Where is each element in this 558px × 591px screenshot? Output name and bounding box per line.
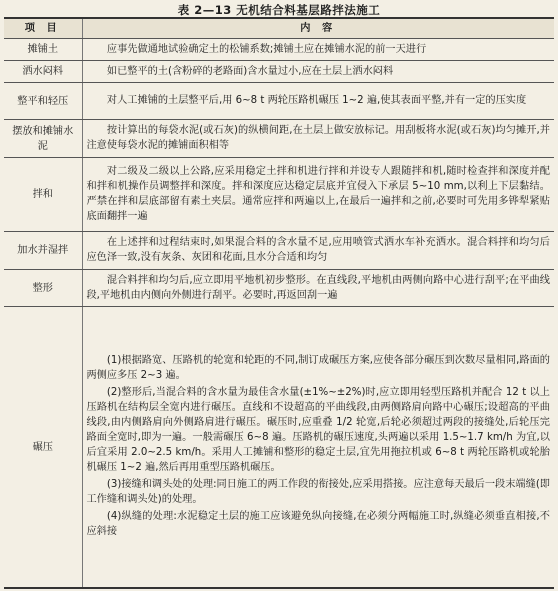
content-paragraph: 应事先做通地试验确定土的松铺系数;摊铺土应在摊铺水泥的前一天进行: [106, 43, 427, 55]
content-paragraph: (1)根据路宽、压路机的轮宽和轮距的不同,制订成碾压方案,应使各部分碾压到次数尽量相同,路面的两侧应多压 2~3 遍。: [86, 355, 550, 381]
row-content: [82, 158, 554, 232]
content-paragraph: (4)纵缝的处理:水泥稳定土层的施工应该避免纵向接缝,在必须分两幅施工时,纵缝必须垂直相接,不应斜接: [86, 511, 550, 537]
content-paragraph: 对二级及二级以上公路,应采用稳定土拌和机进行拌和并设专人跟随拌和机,随时检查拌和深度并配和拌和机操作员调整拌和深度。拌和深度应达稳定层底并宜侵入下承层 5~10 mm,以利上下层黏结。严禁在拌和层底部留有素土夹层。通常应拌和两遍以上,在最后一遍拌和之前,必要时可先用多铧犁紧贴底面翻拌一遍: [86, 166, 550, 222]
row-content: [82, 120, 554, 158]
content-paragraph: (2)整形后,当混合料的含水量为最佳含水量(±1%~±2%)时,应立即用轻型压路机并配合 12 t 以上压路机在结构层全宽内进行碾压。直线和不设超高的平曲线段,由两侧路肩向路中心碾压;设超高的平曲线段,由内侧路肩向外侧路肩进行碾压。碾压时,应重叠 1/2 轮宽,后轮必须超过两段的接缝处,后轮压完路面全宽时,即为一遍。一般需碾压 6~8 遍。压路机的碾压速度,头两遍以采用 1.5~1.7 km/h 为宜,以后宜采用 2.0~2.5 km/h。采用人工摊铺和整形的稳定土层,宜先用拖拉机或 6~8 t 两轮压路机或轮胎机碾压 1~2 遍,然后再用重型压路机碾压。: [86, 387, 550, 473]
construction-table: [4, 17, 554, 589]
content-paragraph: 在上述拌和过程结束时,如果混合料的含水量不足,应用喷管式洒水车补充洒水。混合料拌和均匀后应色泽一致,没有灰条、灰团和花面,且水分合适和均匀: [86, 237, 550, 263]
row-name: 整平和轻压: [4, 83, 82, 120]
table-row: [4, 120, 554, 158]
table-row: [4, 83, 554, 120]
content-paragraph: (3)接缝和调头处的处理:同日施工的两工作段的衔接处,应采用搭接。应注意每天最后一段末端缝(即工作缝和调头处)的处理。: [86, 479, 550, 505]
table-row: [4, 39, 554, 61]
row-content: [82, 232, 554, 270]
header-item: 项 目: [4, 18, 82, 39]
row-content: [82, 39, 554, 61]
row-content: [82, 83, 554, 120]
table-row: [4, 232, 554, 270]
content-paragraph: 混合料拌和均匀后,应立即用平地机初步整形。在直线段,平地机由两侧向路中心进行刮平;在平曲线段,平地机由内侧向外侧进行刮平。必要时,再返回刮一遍: [86, 274, 550, 301]
row-content: [82, 61, 554, 83]
row-content: [82, 270, 554, 307]
row-name: 摆放和摊铺水泥: [4, 120, 82, 158]
table-row: [4, 307, 554, 589]
table-row: [4, 270, 554, 307]
content-paragraph: 按计算出的每袋水泥(或石灰)的纵横间距,在土层上做安放标记。用刮板将水泥(或石灰)均匀摊开,并注意使每袋水泥的摊铺面积相等: [86, 125, 550, 151]
content-paragraph: 如已整平的土(含粉碎的老路面)含水量过小,应在土层上洒水闷料: [106, 65, 394, 77]
row-name: 加水并湿拌: [4, 232, 82, 270]
row-name: 拌和: [4, 158, 82, 232]
row-name: 整形: [4, 270, 82, 307]
row-name: 碾压: [4, 307, 82, 589]
row-name: 摊铺土: [4, 39, 82, 61]
table-row: [4, 61, 554, 83]
table-row: [4, 158, 554, 232]
content-paragraph: 对人工摊铺的土层整平后,用 6~8 t 两轮压路机碾压 1~2 遍,使其表面平整,并有一定的压实度: [106, 95, 527, 106]
header-row: [4, 18, 554, 39]
row-name: 洒水闷料: [4, 61, 82, 83]
header-content: 内 容: [82, 18, 554, 39]
table-title: 表 2—13 无机结合料基层路拌法施工: [177, 3, 381, 17]
row-content: [82, 307, 554, 589]
